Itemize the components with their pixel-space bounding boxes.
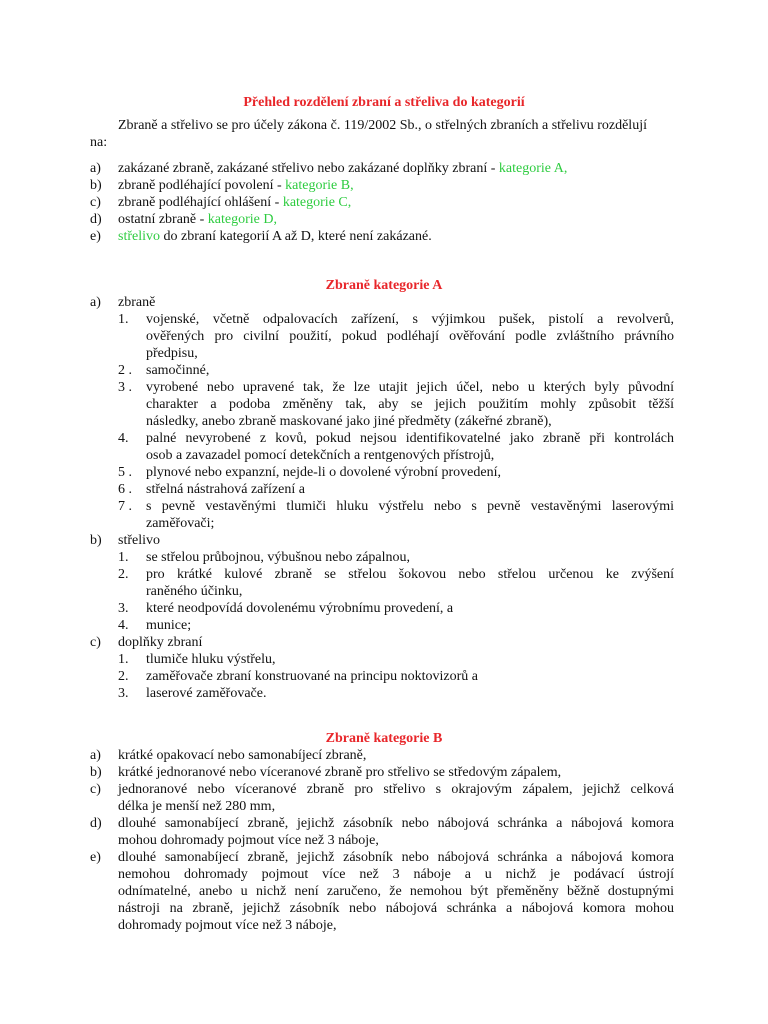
item-text: plynové nebo expanzní, nejde-li o dovolené výrobní provedení, [146,465,501,480]
list-marker: e) [90,850,101,865]
item-text: dlouhé samonabíjecí zbraně, jejichž zásobník nebo nábojová schránka a nábojová komora [118,816,674,831]
list-marker: b) [90,765,102,780]
category-highlight: kategorie A, [498,161,568,176]
item-text: charakter a podoba změněny tak, aby se jejich použitím mohly způsobit těžší [146,397,674,412]
item-text: nástroji na zbraně, jejichž zásobník nebo nábojová schránka a nábojová komora mohou [118,901,674,916]
section-title-cat-a: Zbraně kategorie A [325,278,443,293]
item-text: s pevně vestavěnými tlumiči hluku výstřelu nebo s pevně vestavěnými laserovými [146,499,674,514]
intro-text: Zbraně a střelivo se pro účely zákona č. 119/2002 Sb., o střelných zbraních a střelivu rozdělují [118,118,647,133]
list-marker: a) [90,161,101,176]
item-text: předpisu, [146,346,198,361]
item-text: dlouhé samonabíjecí zbraně, jejichž zásobník nebo nábojová schránka a nábojová komora [118,850,674,865]
item-text: tlumiče hluku výstřelu, [146,652,276,667]
list-marker: c) [90,635,101,650]
list-marker: b) [90,533,102,548]
item-text: mohou dohromady pojmout více než 3 náboje, [118,833,379,848]
subsection-label: střelivo [118,533,160,548]
item-text: jednoranové nebo víceranové zbraně pro střelivo s okrajovým zápalem, jejichž celková [118,782,674,797]
list-marker: c) [90,782,101,797]
item-text: vojenské, včetně odpalovacích zařízení, s výjimkou pušek, pistolí a revolverů, [146,312,674,327]
section-title-cat-b: Zbraně kategorie B [325,731,443,746]
item-number: 5 . [118,465,132,480]
list-item-text: zakázané zbraně, zakázané střelivo nebo zakázané doplňky zbraní - [118,161,499,176]
item-text: nemohou dohromady pojmout více než 3 náboje a u nichž je podávací ústrojí [118,867,674,882]
item-text: délka je menší než 280 mm, [118,799,276,814]
item-text: pro krátké kulové zbraně se střelou šokovou nebo střelou určenou ke zvýšení [146,567,674,582]
item-text: odnímatelné, anebo u nichž není zaručeno, že nemohou být přeměněny běžně dostupnými [118,884,674,899]
item-text: raněného účinku, [146,584,243,599]
item-text: vyrobené nebo upravené tak, že lze utajit jejich účel, nebo u kterých byly původní [146,380,674,395]
item-number: 1. [118,550,129,565]
item-text: střelná nástrahová zařízení a [146,482,305,497]
list-marker: c) [90,195,101,210]
item-text: zaměřovači; [146,516,215,531]
item-number: 6 . [118,482,132,497]
list-marker: a) [90,748,101,763]
list-marker: d) [90,816,102,831]
item-text: následky, anebo zbraně maskované jako jiné předměty (zákeřné zbraně), [146,414,552,429]
item-text: osob a zavazadel pomocí detekčních a rentgenových přístrojů, [146,448,495,463]
item-number: 4. [118,431,129,446]
list-item-text: do zbraní kategorií A až D, které není zakázané. [160,229,432,244]
subsection-label: zbraně [118,295,156,310]
item-number: 2 . [118,363,132,378]
item-text: krátké opakovací nebo samonabíjecí zbraně, [118,748,367,763]
item-text: munice; [146,618,192,633]
item-number: 4. [118,618,129,633]
category-highlight: kategorie B, [285,178,354,193]
list-item-text: zbraně podléhající ohlášení - [118,195,283,210]
list-item-text: ostatní zbraně - [118,212,208,227]
item-number: 3. [118,601,129,616]
category-highlight: kategorie C, [282,195,352,210]
item-number: 2. [118,669,129,684]
item-text: ověřených pro civilní použití, pokud podléhají ověřování podle zvláštního právního [146,329,674,344]
item-number: 3. [118,686,129,701]
item-text: zaměřovače zbraní konstruované na principu noktovizorů a [146,669,478,684]
document-title: Přehled rozdělení zbraní a střeliva do kategorií [243,95,525,110]
list-marker: b) [90,178,102,193]
intro-text-cont: na: [90,135,108,150]
list-marker: a) [90,295,101,310]
category-highlight: kategorie D, [207,212,277,227]
item-number: 1. [118,652,129,667]
item-text: samočinné, [146,363,210,378]
item-number: 2. [118,567,129,582]
item-text: krátké jednoranové nebo víceranové zbraně pro střelivo se středovým zápalem, [118,765,562,780]
item-number: 3 . [118,380,132,395]
list-item-text: zbraně podléhající povolení - [118,178,286,193]
category-highlight: střelivo [118,229,160,244]
item-text: laserové zaměřovače. [146,686,267,701]
list-marker: e) [90,229,101,244]
item-number: 1. [118,312,129,327]
item-text: palné nevyrobené z kovů, pokud nejsou identifikovatelné jako zbraně při kontrolách [146,431,674,446]
item-text: které neodpovídá dovolenému výrobnímu provedení, a [146,601,454,616]
item-number: 7 . [118,499,132,514]
list-marker: d) [90,212,102,227]
item-text: dohromady pojmout více než 3 náboje, [118,918,337,933]
item-text: se střelou průbojnou, výbušnou nebo zápalnou, [146,550,411,565]
subsection-label: doplňky zbraní [118,635,203,650]
